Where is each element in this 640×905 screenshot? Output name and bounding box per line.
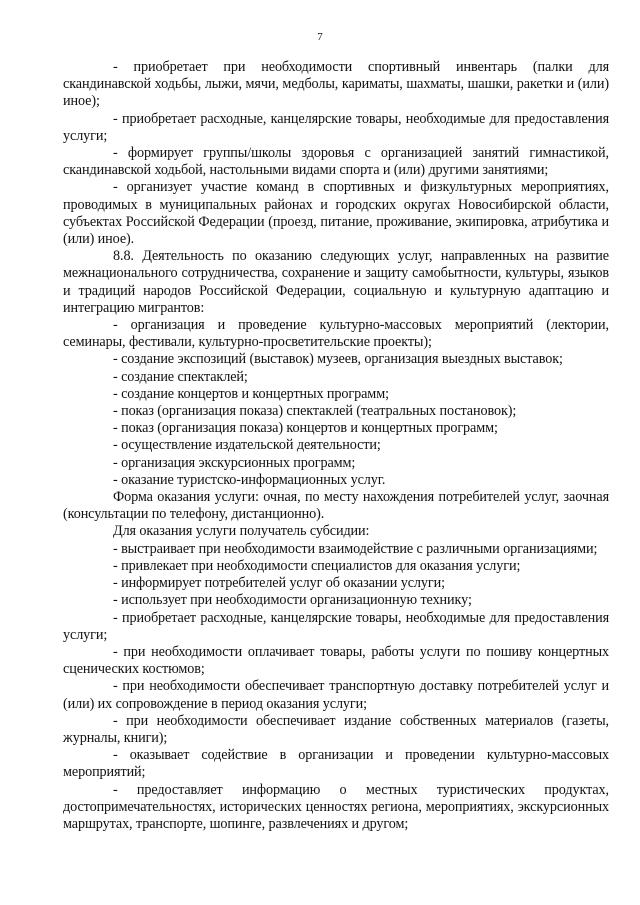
paragraph-26: - предоставляет информацию о местных туристических продуктах, достопримечательностях, исторических ценностях региона, мероприятиях, экскурсионных маршрутах, транспорте, шопинге, развлечениях и другом; — [63, 781, 609, 832]
paragraph-05: 8.8. Деятельность по оказанию следующих услуг, направленных на развитие межнационального сотрудничества, сохранение и защиту самобытности, культуры, языков и традиций народов Российской Федерации, социальную и культурную адаптацию и интеграцию мигрантов: — [63, 248, 609, 316]
paragraph-17: - выстраивает при необходимости взаимодействие с различными организациями; — [113, 540, 598, 557]
paragraph-20: - использует при необходимости организационную технику; — [113, 592, 472, 609]
paragraph-02: - приобретает расходные, канцелярские товары, необходимые для предоставления услуги; — [63, 110, 609, 144]
paragraph-15: Форма оказания услуги: очная, по месту нахождения потребителей услуг, заочная (консультации по телефону, дистанционно). — [63, 489, 609, 523]
paragraph-23: - при необходимости обеспечивает транспортную доставку потребителей услуг и (или) их сопровождение в период оказания услуги; — [63, 678, 609, 712]
paragraph-10: - показ (организация показа) спектаклей (театральных постановок); — [113, 403, 517, 420]
paragraph-03: - формирует группы/школы здоровья с организацией занятий гимнастикой, скандинавской ходьбой, настольными видами спорта и (или) другими занятиями; — [63, 145, 609, 179]
document-body — [63, 59, 609, 833]
paragraph-01: - приобретает при необходимости спортивный инвентарь (палки для скандинавской ходьбы, лыжи, мячи, медболы, кариматы, шахматы, шашки, ракетки и (или) иное); — [63, 59, 609, 110]
paragraph-13: - организация экскурсионных программ; — [113, 454, 356, 471]
paragraph-12: - осуществление издательской деятельности; — [113, 437, 381, 454]
paragraph-14: - оказание туристско-информационных услуг. — [113, 471, 386, 488]
paragraph-11: - показ (организация показа) концертов и концертных программ; — [113, 420, 498, 437]
paragraph-07: - создание экспозиций (выставок) музеев, организация выездных выставок; — [113, 351, 563, 368]
paragraph-09: - создание концертов и концертных программ; — [113, 385, 389, 402]
paragraph-25: - оказывает содействие в организации и проведении культурно-массовых мероприятий; — [63, 747, 609, 781]
paragraph-19: - информирует потребителей услуг об оказании услуги; — [113, 575, 445, 592]
paragraph-04: - организует участие команд в спортивных и физкультурных мероприятиях, проводимых в муниципальных районах и городских округах Новосибирской области, субъектах Российской Федерации (проезд, питание, проживание, экипировка, атрибутика и (или) иное). — [63, 179, 609, 248]
paragraph-16: Для оказания услуги получатель субсидии: — [113, 523, 370, 540]
paragraph-18: - привлекает при необходимости специалистов для оказания услуги; — [113, 557, 521, 574]
paragraph-21: - приобретает расходные, канцелярские товары, необходимые для предоставления услуги; — [63, 609, 609, 643]
paragraph-24: - при необходимости обеспечивает издание собственных материалов (газеты, журналы, книги); — [63, 712, 609, 746]
paragraph-22: - при необходимости оплачивает товары, работы услуги по пошиву концертных сценических костюмов; — [63, 643, 609, 678]
paragraph-08: - создание спектаклей; — [113, 368, 248, 385]
page-number: 7 — [317, 31, 323, 43]
paragraph-06: - организация и проведение культурно-массовых мероприятий (лектории, семинары, фестивали, культурно-просветительские проекты); — [63, 317, 609, 351]
